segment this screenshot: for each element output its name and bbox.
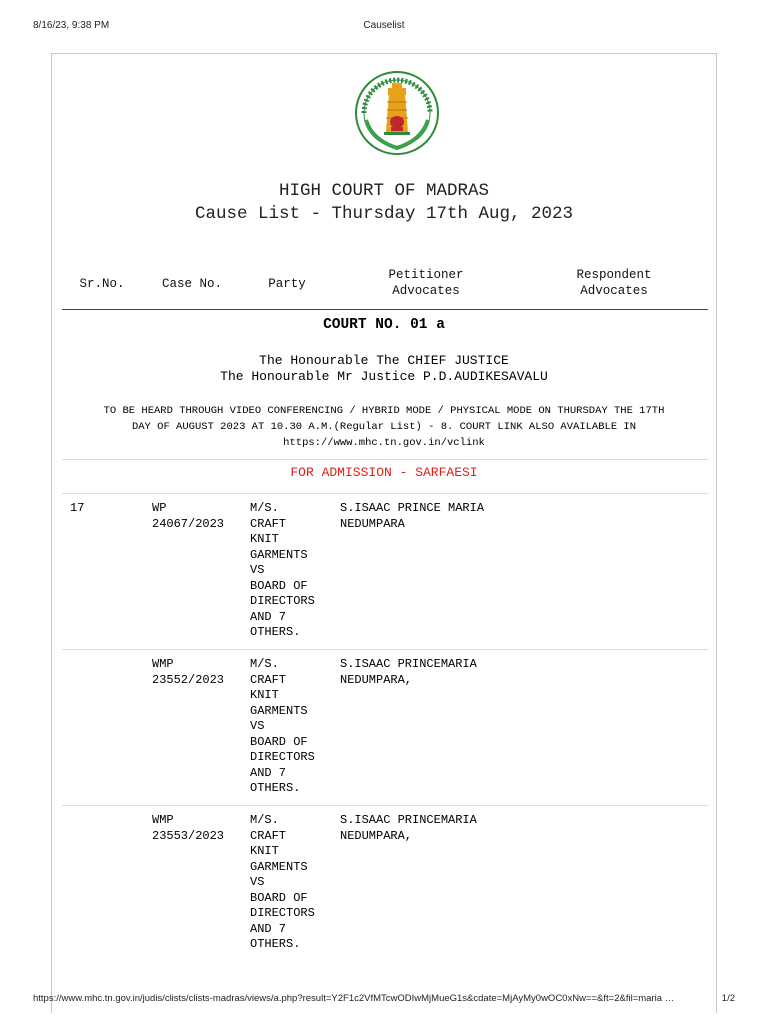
- column-header-respondent-advocates: [552, 267, 676, 299]
- petitioner-advocates-cell: S.ISAAC PRINCEMARIA NEDUMPARA,: [340, 813, 477, 843]
- document-title: [52, 180, 716, 226]
- case-no-cell: WMP 23552/2023: [152, 657, 225, 687]
- bench-judges: [52, 353, 716, 385]
- column-header-petitioner-line1: Petitioner: [388, 268, 464, 282]
- column-header-respondent-line2: Advocates: [580, 284, 648, 298]
- notice-line-2: DAY OF AUGUST 2023 AT 10.30 A.M.(Regular List) - 8. COURT LINK ALSO AVAILABLE IN: [131, 421, 637, 433]
- page-url: https://www.mhc.tn.gov.in/judis/clists/clists-madras/views/a.php?result=Y2F1c2VfMTcwODIwMjMueG1s&cdate=MjAyMy0wOC0xNw==&ft=2&fil=maria …: [33, 993, 675, 1004]
- party-cell: M/S. CRAFT KNIT GARMENTS VS BOARD OF DIRECTORS AND 7 OTHERS.: [250, 813, 315, 951]
- party-cell: M/S. CRAFT KNIT GARMENTS VS BOARD OF DIRECTORS AND 7 OTHERS.: [250, 657, 315, 795]
- sr-no-cell: 17: [70, 501, 85, 515]
- court-number: COURT NO. 01 a: [323, 317, 445, 333]
- case-no-cell: WP 24067/2023: [152, 501, 225, 531]
- section-title: FOR ADMISSION - SARFAESI: [290, 465, 478, 480]
- party-cell: M/S. CRAFT KNIT GARMENTS VS BOARD OF DIRECTORS AND 7 OTHERS.: [250, 501, 315, 639]
- high-court-emblem-icon: [352, 70, 442, 156]
- header-divider: [62, 309, 708, 310]
- column-header-party: Party: [268, 277, 306, 291]
- cause-list-document: [51, 53, 717, 1013]
- cause-list-title: Cause List - Thursday 17th Aug, 2023: [194, 204, 574, 224]
- column-header-petitioner-advocates: [364, 267, 488, 299]
- divider: [62, 459, 708, 460]
- print-footer: [33, 993, 735, 1007]
- petitioner-advocates-cell: S.ISAAC PRINCE MARIA NEDUMPARA: [340, 501, 485, 531]
- print-page-title: Causelist: [363, 20, 405, 31]
- print-date: 8/16/23, 9:38 PM: [33, 20, 110, 31]
- divider: [62, 805, 708, 806]
- judge-1: The Honourable The CHIEF JUSTICE: [259, 353, 509, 368]
- notice-line-1: TO BE HEARD THROUGH VIDEO CONFERENCING / HYBRID MODE / PHYSICAL MODE ON THURSDAY THE 17TH: [103, 405, 665, 417]
- column-header-sr-no: Sr.No.: [79, 277, 125, 291]
- page-number: 1/2: [721, 993, 735, 1004]
- vc-link: https://www.mhc.tn.gov.in/vclink: [283, 437, 485, 449]
- court-name: HIGH COURT OF MADRAS: [278, 181, 490, 201]
- petitioner-advocates-cell: S.ISAAC PRINCEMARIA NEDUMPARA,: [340, 657, 477, 687]
- case-no-cell: WMP 23553/2023: [152, 813, 225, 843]
- column-header-respondent-line1: Respondent: [576, 268, 652, 282]
- column-header-petitioner-line2: Advocates: [392, 284, 460, 298]
- divider: [62, 649, 708, 650]
- column-header-case-no: Case No.: [161, 277, 222, 291]
- judge-2: The Honourable Mr Justice P.D.AUDIKESAVALU: [220, 369, 548, 384]
- hearing-notice: [72, 403, 696, 451]
- print-header: [33, 20, 735, 34]
- divider: [62, 493, 708, 494]
